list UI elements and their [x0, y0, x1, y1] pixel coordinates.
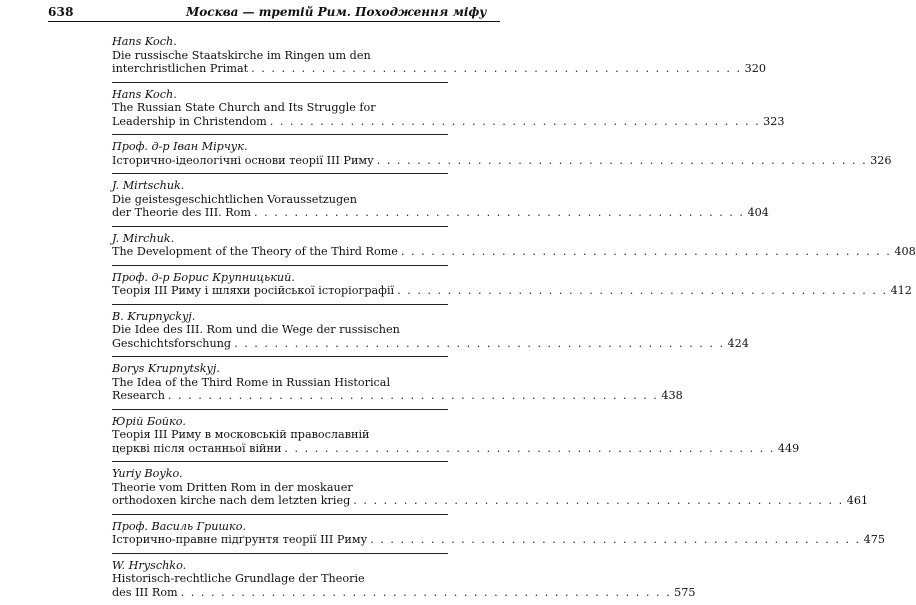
entry-title-line: Die geistesgeschichtlichen Voraussetzugen: [112, 193, 448, 207]
entry-page-number: 438: [661, 389, 682, 403]
entry-title-line: The Russian State Church and Its Struggle for: [112, 101, 448, 115]
entry-title-text: The Development of the Theory of the Third Rome: [112, 245, 398, 259]
entry-title-last-line: [112, 206, 448, 226]
entry-author: Проф. д-р Борис Крупницький.: [112, 266, 448, 285]
entry-page-number: 408: [894, 245, 915, 259]
entry-page-number: 323: [763, 115, 784, 129]
running-title: Москва — третій Рим. Походження міфу: [186, 5, 486, 19]
contents-entry: [112, 409, 448, 462]
entry-page-number: 412: [891, 284, 912, 298]
entry-title-text: der Theorie des III. Rom: [112, 206, 251, 220]
dot-leader: . . . . . . . . . . . . . . . . . . . . . . . . . . . . . . . . . . . . . . . . . . . . . . . . .: [270, 115, 760, 129]
entry-title-text: Історично-правне підґрунтя теорії ІІІ Риму: [112, 533, 367, 547]
dot-leader: . . . . . . . . . . . . . . . . . . . . . . . . . . . . . . . . . . . . . . . . . . . . . . . . .: [168, 389, 658, 403]
contents-entry: [112, 173, 448, 226]
dot-leader: . . . . . . . . . . . . . . . . . . . . . . . . . . . . . . . . . . . . . . . . . . . . . . . . .: [401, 245, 891, 259]
entry-title-text: Geschichtsforschung: [112, 337, 231, 351]
contents-list: [112, 30, 448, 605]
entry-title-last-line: [112, 62, 448, 82]
entry-author: W. Hryschko.: [112, 554, 448, 573]
dot-leader: . . . . . . . . . . . . . . . . . . . . . . . . . . . . . . . . . . . . . . . . . . . . . . . . .: [397, 284, 887, 298]
entry-title-line: Theorie vom Dritten Rom in der moskauer: [112, 481, 448, 495]
dot-leader: . . . . . . . . . . . . . . . . . . . . . . . . . . . . . . . . . . . . . . . . . . . . . . . . .: [377, 154, 867, 168]
entry-page-number: 404: [747, 206, 768, 220]
entry-author: Юрій Бойко.: [112, 410, 448, 429]
entry-title-text: Research: [112, 389, 165, 403]
dot-leader: . . . . . . . . . . . . . . . . . . . . . . . . . . . . . . . . . . . . . . . . . . . . . . . . .: [251, 62, 741, 76]
header-rule: [48, 21, 500, 22]
dot-leader: . . . . . . . . . . . . . . . . . . . . . . . . . . . . . . . . . . . . . . . . . . . . . . . . .: [234, 337, 724, 351]
dot-leader: . . . . . . . . . . . . . . . . . . . . . . . . . . . . . . . . . . . . . . . . . . . . . . . . .: [353, 494, 843, 508]
entry-title-last-line: [112, 389, 448, 409]
entry-author: Проф. Василь Гришко.: [112, 515, 448, 534]
entry-title-last-line: [112, 245, 448, 265]
dot-leader: . . . . . . . . . . . . . . . . . . . . . . . . . . . . . . . . . . . . . . . . . . . . . . . . .: [370, 533, 860, 547]
entry-title-text: Leadership in Christendom: [112, 115, 267, 129]
contents-entry: [112, 553, 448, 605]
entry-author: Проф. д-р Іван Мірчук.: [112, 135, 448, 154]
entry-title-text: церкві після останньої війни: [112, 442, 281, 456]
contents-entry: [112, 356, 448, 409]
entry-title-line: The Idea of the Third Rome in Russian Historical: [112, 376, 448, 390]
contents-entry: [112, 30, 448, 82]
entry-page-number: 475: [864, 533, 885, 547]
entry-title-last-line: [112, 337, 448, 357]
contents-entry: [112, 134, 448, 173]
entry-title-line: Теорія ІІІ Риму в московській православній: [112, 428, 448, 442]
entry-title-line: Die russische Staatskirche im Ringen um den: [112, 49, 448, 63]
dot-leader: . . . . . . . . . . . . . . . . . . . . . . . . . . . . . . . . . . . . . . . . . . . . . . . . .: [284, 442, 774, 456]
entry-title-text: Теорія ІІІ Риму і шляхи російської історіографії: [112, 284, 394, 298]
entry-title-line: Die Idee des III. Rom und die Wege der russischen: [112, 323, 448, 337]
entry-title-text: interchristlichen Primat: [112, 62, 248, 76]
entry-page-number: 326: [870, 154, 891, 168]
entry-title-last-line: [112, 442, 448, 462]
page-header: [0, 0, 500, 24]
contents-entry: [112, 461, 448, 514]
contents-entry: [112, 82, 448, 135]
contents-entry: [112, 265, 448, 304]
entry-page-number: 320: [745, 62, 766, 76]
contents-entry: [112, 304, 448, 357]
dot-leader: . . . . . . . . . . . . . . . . . . . . . . . . . . . . . . . . . . . . . . . . . . . . . . . . .: [254, 206, 744, 220]
entry-author: B. Krupnyckyj.: [112, 305, 448, 324]
entry-title-text: orthodoxen kirche nach dem letzten krieg: [112, 494, 350, 508]
entry-author: J. Mirtschuk.: [112, 174, 448, 193]
entry-title-last-line: [112, 494, 448, 514]
entry-title-text: Історично-ідеологічні основи теорії ІІІ Риму: [112, 154, 374, 168]
entry-page-number: 424: [728, 337, 749, 351]
entry-page-number: 575: [674, 586, 695, 600]
entry-title-last-line: [112, 533, 448, 553]
entry-title-last-line: [112, 154, 448, 174]
contents-entry: [112, 226, 448, 265]
page-number: 638: [48, 5, 74, 19]
entry-author: Borys Krupnytskyj.: [112, 357, 448, 376]
entry-author: Hans Koch.: [112, 30, 448, 49]
entry-title-last-line: [112, 284, 448, 304]
entry-title-last-line: [112, 115, 448, 135]
entry-author: Hans Koch.: [112, 83, 448, 102]
dot-leader: . . . . . . . . . . . . . . . . . . . . . . . . . . . . . . . . . . . . . . . . . . . . . . . . .: [181, 586, 671, 600]
entry-title-line: Historisch-rechtliche Grundlage der Theorie: [112, 572, 448, 586]
entry-page-number: 449: [778, 442, 799, 456]
entry-author: Yuriy Boyko.: [112, 462, 448, 481]
contents-entry: [112, 514, 448, 553]
entry-title-last-line: [112, 586, 448, 605]
book-page: [0, 0, 500, 500]
entry-title-text: des III Rom: [112, 586, 178, 600]
entry-page-number: 461: [847, 494, 868, 508]
entry-author: J. Mirchuk.: [112, 227, 448, 246]
